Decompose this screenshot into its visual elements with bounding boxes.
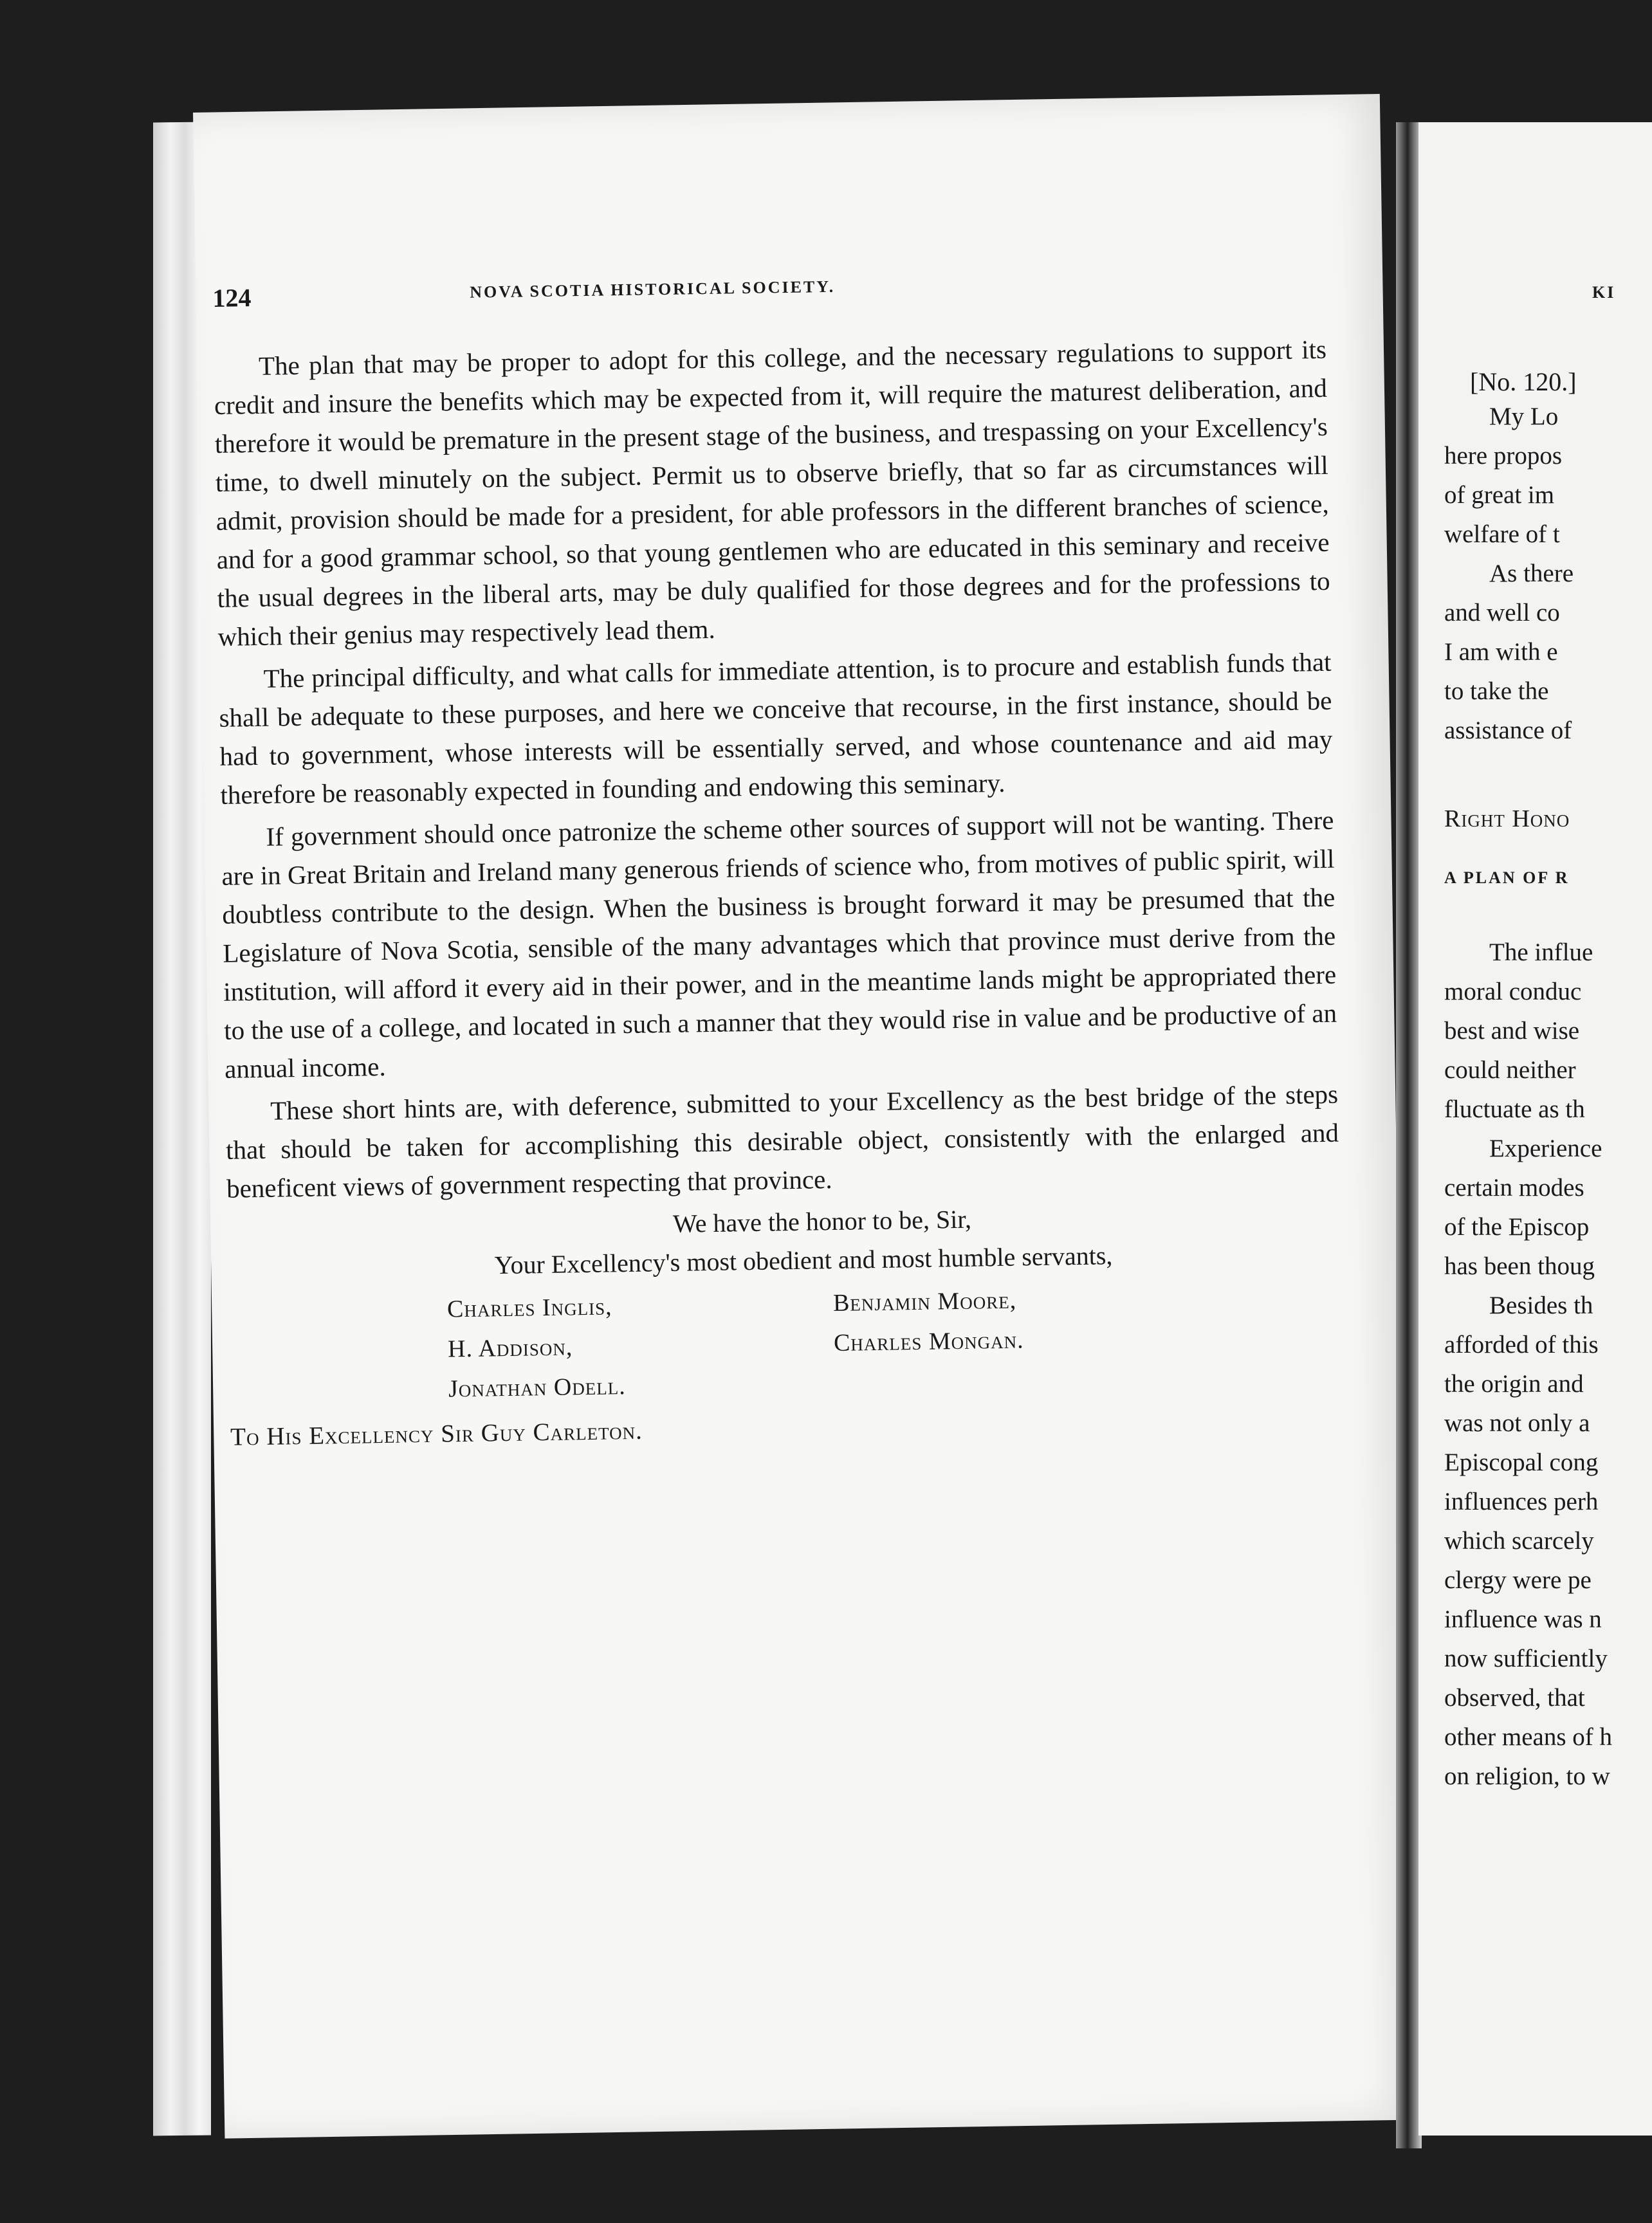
text-line: Episcopal cong [1444,1449,1599,1476]
text-line: here propos [1444,442,1563,470]
text-line: The influe [1489,938,1593,966]
text-line: best and wise [1444,1017,1580,1045]
text-line: other means of h [1444,1723,1613,1751]
text-line: certain modes [1444,1174,1584,1202]
paragraph: These short hints are, with deference, submitted to your Excellency as the best bridge of the steps that should be taken for accomplishing this desirable object, consistently with the enlarged and beneficent views of government respecting that province. [225,1079,1339,1203]
text-line: afforded of this [1444,1331,1599,1358]
addressee: To His Excellency Sir Guy Carleton. [230,1416,643,1451]
text-line: clergy were pe [1444,1566,1592,1594]
paragraph: The plan that may be proper to adopt for this college, and the necessary regulations to support its credit and insure the benefits which may be expected from it, will require the maturest deliberation, and therefore it would be premature in the present stage of the business, and trespassing on your Excellency's time, to dwell minutely on the subject. Permit us to observe briefly, that so far as circumstances will admit, provision should be made for a president, for able professors in the different branches of science, and for a good grammar school, so that young gentlemen who are educated in this seminary and receive the usual degrees in the liberal arts, may be duly qualified for those degrees and for the professions to which their genius may respectively lead them. [214,334,1330,652]
signature: Jonathan Odell. [448,1373,627,1403]
text-line: Experience [1489,1135,1602,1162]
paragraph: The principal difficulty, and what calls for immediate attention, is to procure and establish funds that shall be adequate to these purposes, and here we conceive that recourse, in the first instance, should be had to government, whose interests will be essentially served, and whose countenance and aid may therefore be reasonably expected in founding and endowing this seminary. [219,646,1333,810]
text-line: fluctuate as th [1444,1095,1585,1123]
text-line: and well co [1444,599,1560,627]
paragraph: If government should once patronize the scheme other sources of support will not be wanting. There are in Great Britain and Ireland many generous friends of science who, from motives of public spirit, will doubtless contribute to the design. When the business is brought forward it may be presumed that the Legislature of Nova Scotia, sensible of the many advantages which that province must derive from the institution, will afford it every aid in their power, and in the meantime lands might be appropriated there to the use of a college, and located in such a manner that they would rise in value and be productive of an annual income. [221,805,1337,1084]
text-line: now sufficiently [1444,1645,1608,1672]
text-line: was not only a [1444,1409,1590,1437]
letter-body [214,330,1340,1208]
signature: Charles Inglis, [446,1293,612,1323]
signatures [228,1276,1343,1415]
signature: Charles Mongan. [833,1326,1024,1357]
page-number: 124 [212,283,252,313]
text-line: on religion, to w [1444,1762,1610,1790]
section-heading: Right Hono [1444,805,1570,832]
document-number: [No. 120.] [1470,367,1577,396]
section-subheading: A PLAN OF R [1444,868,1570,887]
text-line: the origin and [1444,1370,1584,1398]
text-line: which scarcely [1444,1527,1594,1555]
spacer [1444,888,1650,933]
closing-salutation: We have the honor to be, Sir, [672,1204,972,1238]
text-line: influence was n [1444,1606,1602,1633]
signature: H. Addison, [447,1333,573,1363]
text-line: My Lo [1489,403,1559,430]
right-page [1444,283,1650,1796]
text-line: influences perh [1444,1488,1599,1515]
closing-servants: Your Excellency's most obedient and most humble servants, [494,1241,1113,1280]
text-line: could neither [1444,1056,1576,1084]
text-line: Besides th [1489,1292,1593,1319]
text-line: assistance of [1444,717,1572,744]
text-line: moral conduc [1444,978,1582,1005]
text-line: As there [1489,560,1574,587]
text-line: to take the [1444,677,1549,705]
text-line: I am with e [1444,638,1558,666]
left-page [212,266,1343,1452]
text-line: of great im [1444,481,1555,509]
signature-column [447,1286,627,1409]
text-line: has been thoug [1444,1252,1595,1280]
running-title: NOVA SCOTIA HISTORICAL SOCIETY. [470,277,836,302]
book-gutter [1396,122,1422,2148]
signature: Benjamin Moore, [832,1286,1017,1317]
right-running-head: KI [1592,283,1616,302]
text-line: welfare of t [1444,520,1560,548]
text-line: of the Episcop [1444,1213,1590,1241]
signature-column [833,1280,1025,1363]
text-line: observed, that [1444,1684,1585,1712]
